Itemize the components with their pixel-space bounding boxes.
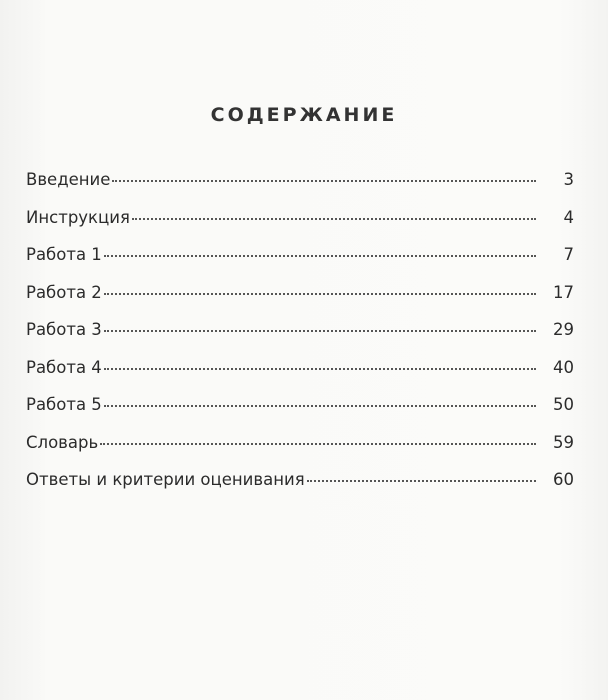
toc-entry-work-1: [26, 245, 574, 283]
toc-leader-dots: [104, 292, 536, 295]
toc-entry-page: 40: [553, 357, 574, 377]
toc-leader-dots: [104, 367, 536, 370]
toc-entry-page: 29: [553, 320, 574, 339]
toc-entry-page: 60: [553, 470, 574, 489]
toc-leader-dots: [307, 479, 536, 482]
toc-entry-label: Работа 1: [26, 245, 102, 264]
toc-entry-page: 50: [553, 395, 574, 414]
toc-entry-work-4: [26, 358, 574, 396]
toc-entry-label: Введение: [26, 170, 111, 189]
toc-entry-page: 3: [563, 170, 574, 189]
toc-entry-label: Работа 5: [26, 395, 102, 414]
toc-leader-dots: [104, 254, 536, 257]
toc-entry-label: Работа 3: [26, 320, 102, 339]
toc-leader-dots: [104, 329, 536, 332]
toc-title: СОДЕРЖАНИЕ: [210, 104, 398, 126]
toc-leader-dots: [104, 404, 536, 407]
toc-leader-dots: [112, 179, 536, 182]
toc-leader-dots: [100, 442, 536, 445]
toc-entry-work-2: [26, 283, 574, 321]
table-of-contents: [26, 170, 574, 508]
toc-leader-dots: [132, 217, 536, 220]
toc-entry-page: 17: [553, 282, 574, 302]
toc-entry-instruction: [26, 208, 574, 246]
toc-entry-label: Работа 2: [26, 282, 102, 302]
toc-entry-page: 59: [553, 432, 574, 452]
toc-entry-label: Ответы и критерии оценивания: [26, 470, 305, 489]
toc-entry-label: Словарь: [26, 432, 99, 452]
toc-entry-answers: [26, 470, 574, 508]
toc-entry-label: Работа 4: [26, 357, 102, 377]
toc-entry-work-3: [26, 320, 574, 358]
toc-entry-page: 7: [563, 245, 574, 264]
toc-entry-introduction: [26, 170, 574, 208]
toc-entry-dictionary: [26, 433, 574, 471]
toc-entry-label: Инструкция: [26, 207, 130, 227]
toc-entry-page: 4: [563, 207, 574, 227]
toc-entry-work-5: [26, 395, 574, 433]
